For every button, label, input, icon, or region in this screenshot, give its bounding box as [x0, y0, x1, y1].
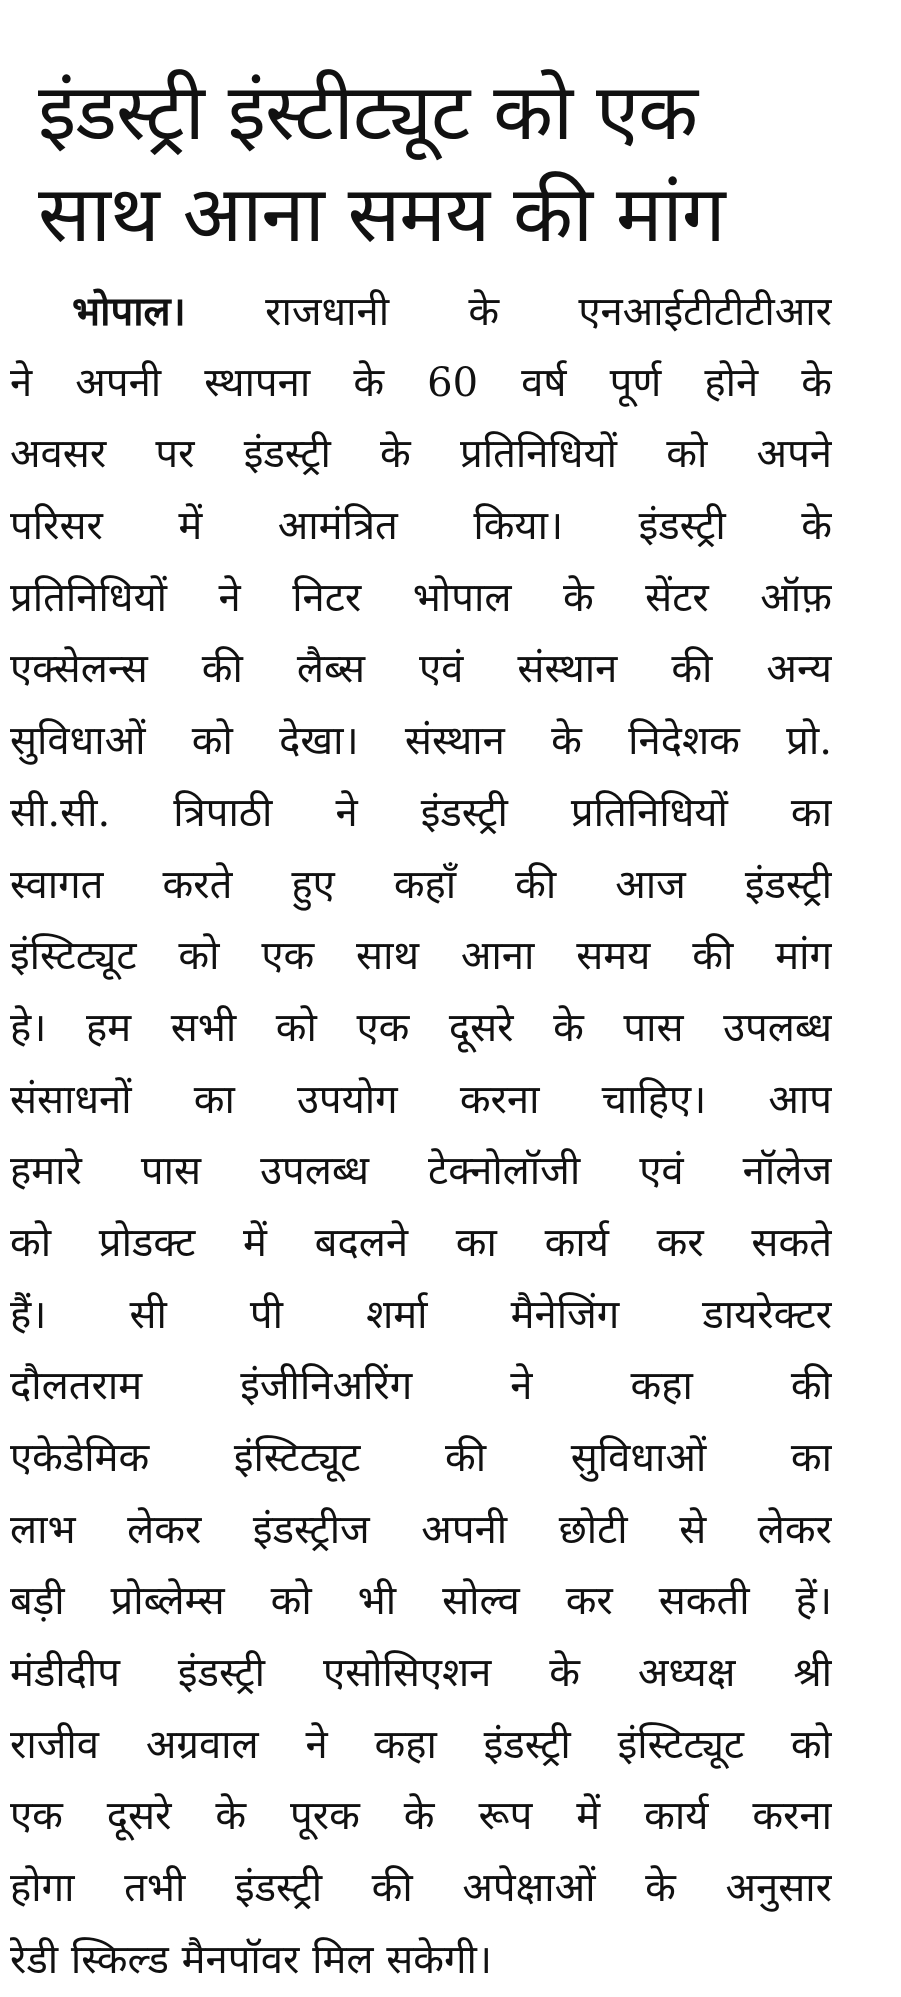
body-line: अवसर पर इंडस्ट्री के प्रतिनिधियों को अपने — [10, 431, 832, 478]
body-line: लाभ लेकर इंडस्ट्रीज अपनी छोटी से लेकर — [10, 1506, 832, 1553]
body-line — [10, 276, 832, 348]
body-line: एक्सेलन्स की लैब्स एवं संस्थान की अन्य — [10, 646, 832, 693]
body-line: बड़ी प्रोब्लेम्स को भी सोल्व कर सकती हें। — [10, 1578, 832, 1625]
article-headline — [38, 62, 878, 266]
body-line: दौलतराम इंजीनिअरिंग ने कहा की — [10, 1363, 832, 1410]
body-line: राजीव अग्रवाल ने कहा इंडस्ट्री इंस्टिट्यूट को — [10, 1721, 832, 1768]
body-line: सुविधाओं को देखा। संस्थान के निदेशक प्रो. — [10, 718, 832, 765]
body-line: रेडी स्किल्ड मैनपॉवर मिल सकेगी। — [10, 1936, 493, 1983]
body-line: परिसर में आमंत्रित किया। इंडस्ट्री के — [10, 503, 832, 550]
body-line: इंस्टिट्यूट को एक साथ आना समय की मांग — [10, 933, 832, 980]
body-line-text: राजधानी के एनआईटीटीटीआर — [185, 289, 832, 335]
dateline: भोपाल। — [72, 288, 186, 335]
body-line: एक दूसरे के पूरक के रूप में कार्य करना — [10, 1793, 832, 1840]
body-line: हमारे पास उपलब्ध टेक्नोलॉजी एवं नॉलेज — [10, 1148, 832, 1195]
article-body — [10, 276, 832, 1997]
body-line: ने अपनी स्थापना के 60 वर्ष पूर्ण होने के — [10, 359, 832, 406]
body-line: सी.सी. त्रिपाठी ने इंडस्ट्री प्रतिनिधियों का — [10, 789, 832, 836]
body-line: हे। हम सभी को एक दूसरे के पास उपलब्ध — [10, 1004, 832, 1051]
body-line: मंडीदीप इंडस्ट्री एसोसिएशन के अध्यक्ष श्री — [10, 1650, 832, 1697]
body-line: को प्रोडक्ट में बदलने का कार्य कर सकते — [10, 1219, 832, 1266]
body-line: प्रतिनिधियों ने निटर भोपाल के सेंटर ऑफ़ — [10, 574, 832, 621]
headline-line: साथ आना समय की मांग — [38, 170, 725, 260]
body-line: एकेडेमिक इंस्टिट्यूट की सुविधाओं का — [10, 1435, 832, 1481]
headline-line: इंडस्ट्री इंस्टीट्यूट को एक — [38, 68, 698, 158]
body-line: संसाधनों का उपयोग करना चाहिए। आप — [10, 1076, 832, 1123]
body-line: स्वागत करते हुए कहाँ की आज इंडस्ट्री — [10, 861, 832, 908]
body-line: हैं। सी पी शर्मा मैनेजिंग डायरेक्टर — [10, 1291, 832, 1338]
body-line: होगा तभी इंडस्ट्री की अपेक्षाओं के अनुसार — [10, 1865, 832, 1912]
